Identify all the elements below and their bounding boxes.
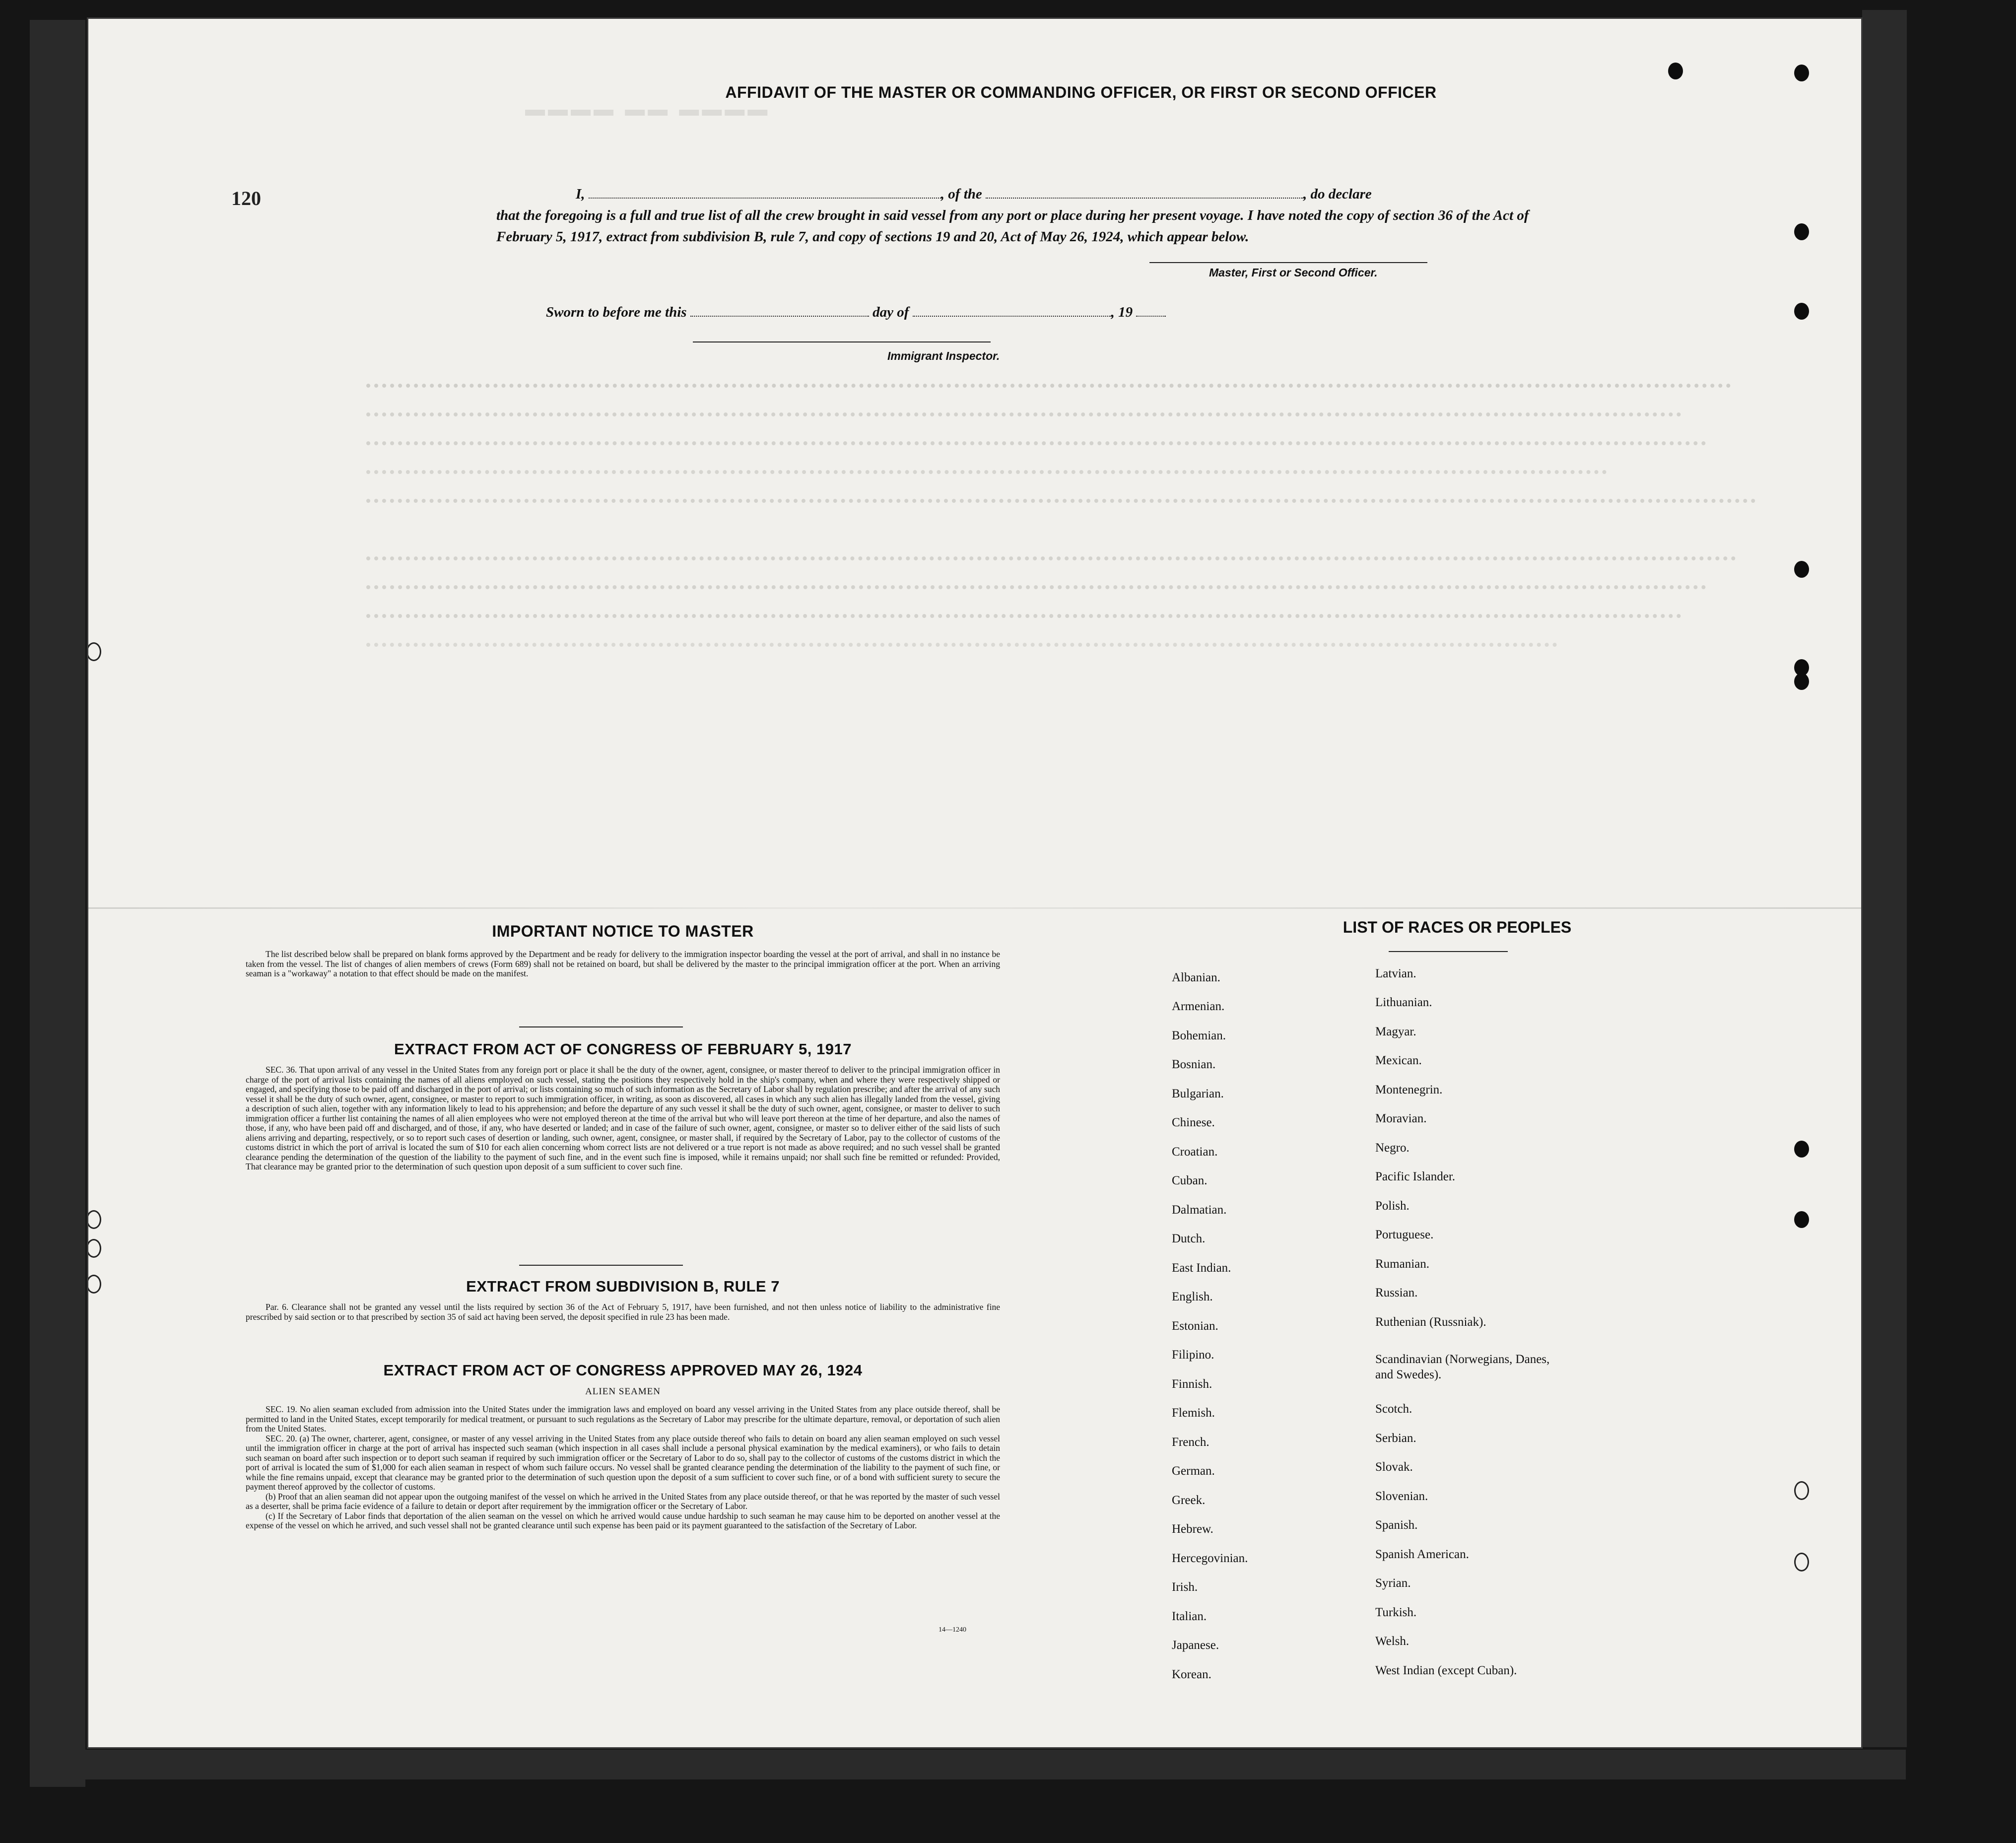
race-item: Irish. bbox=[1172, 1580, 1198, 1594]
sworn-line bbox=[546, 304, 1166, 321]
vessel-field[interactable] bbox=[986, 188, 1303, 199]
race-item: Filipino. bbox=[1172, 1348, 1214, 1362]
punch-hole bbox=[1794, 1141, 1809, 1158]
form-number: 14—1240 bbox=[939, 1626, 966, 1634]
film-edge-left bbox=[30, 20, 85, 1787]
inspector-signature-line[interactable] bbox=[693, 341, 991, 342]
race-item: Greek. bbox=[1172, 1494, 1206, 1507]
race-item: Japanese. bbox=[1172, 1638, 1219, 1652]
race-item: Lithuanian. bbox=[1375, 996, 1432, 1009]
inspector-signature-label: Immigrant Inspector. bbox=[887, 349, 1000, 362]
notice-text-block bbox=[246, 950, 1000, 979]
race-item: Korean. bbox=[1172, 1668, 1211, 1681]
act-1924-text-block bbox=[246, 1405, 1000, 1531]
race-item: Hercegovinian. bbox=[1172, 1552, 1248, 1565]
notice-title: IMPORTANT NOTICE TO MASTER bbox=[492, 922, 754, 940]
notice-text: The list described below shall be prepared on blank forms approved by the Department and be ready for delivery to the immigration inspector boarding the vessel at the port of arrival, and shall in no instance be taken from the vessel. The list of changes of alien members of crews (Form 689) shall not be retained on board, but shall be delivered by the master to the principal immigration officer at the port. When an arriving seaman is a "workaway" a notation to that effect should be made on the manifest. bbox=[246, 949, 1000, 978]
races-title: LIST OF RACES OR PEOPLES bbox=[1343, 918, 1572, 936]
punch-hole bbox=[1794, 1481, 1809, 1500]
race-item: Welsh. bbox=[1375, 1635, 1410, 1648]
sworn-day-field[interactable] bbox=[690, 306, 869, 317]
punch-hole bbox=[88, 1275, 101, 1294]
sec-20b-text: (b) Proof that an alien seaman did not appear upon the outgoing manifest of the vessel on which he arrived in the United States from any place outside thereof, or that he was reported by the master of such vessel as a deserter, shall be prima facie evidence of a failure to detain or deport after requirement by the immigration officer or the Secretary of Labor. bbox=[246, 1491, 1000, 1511]
race-item: Finnish. bbox=[1172, 1377, 1212, 1391]
race-item: West Indian (except Cuban). bbox=[1375, 1664, 1517, 1677]
race-item: Negro. bbox=[1375, 1141, 1410, 1155]
punch-hole bbox=[1794, 303, 1809, 320]
document-page bbox=[88, 19, 1861, 1747]
page-number: 120 bbox=[231, 187, 261, 209]
race-item: Scandinavian (Norwegians, Danes, and Swedes). bbox=[1375, 1353, 1550, 1381]
of-the-label: , of the bbox=[941, 186, 982, 202]
race-item: Moravian. bbox=[1375, 1112, 1427, 1125]
bleed-through-heading: ▬▬▬▬ ▬▬ ▬▬▬▬ bbox=[525, 98, 771, 120]
section-divider bbox=[519, 1026, 683, 1027]
affidavit-title: AFFIDAVIT OF THE MASTER OR COMMANDING OFFICER, OR FIRST OR SECOND OFFICER bbox=[725, 83, 1437, 101]
sec-19-text: SEC. 19. No alien seaman excluded from admission into the United States under the immigration laws and employed on board any vessel arriving in the United States from any place outside thereof, shall be permitted to land in the United States, except temporarily for medical treatment, or pursuant to such regulations as the Secretary of Labor may prescribe for the ultimate departure, removal, or deportation of such alien from the United States. bbox=[246, 1404, 1000, 1433]
year-label: , 19 bbox=[1111, 304, 1133, 320]
race-item: Turkish. bbox=[1375, 1606, 1417, 1619]
race-item: English. bbox=[1172, 1290, 1213, 1303]
punch-hole bbox=[1794, 1211, 1809, 1228]
master-signature-line[interactable] bbox=[1149, 262, 1427, 263]
race-item: Chinese. bbox=[1172, 1116, 1215, 1129]
act-1917-text-block bbox=[246, 1065, 1000, 1172]
punch-hole bbox=[88, 1239, 101, 1258]
race-item: Bohemian. bbox=[1172, 1029, 1226, 1042]
race-item: East Indian. bbox=[1172, 1261, 1231, 1275]
sworn-year-field[interactable] bbox=[1136, 306, 1166, 317]
race-item: Albanian. bbox=[1172, 971, 1220, 984]
race-item: Hebrew. bbox=[1172, 1522, 1213, 1536]
punch-hole bbox=[1794, 223, 1809, 240]
punch-hole bbox=[88, 642, 101, 661]
i-label: I, bbox=[576, 186, 585, 202]
race-item: Armenian. bbox=[1172, 1000, 1225, 1013]
master-signature-label: Master, First or Second Officer. bbox=[1209, 266, 1378, 279]
race-item: Estonian. bbox=[1172, 1319, 1218, 1333]
affidavit-body-block bbox=[496, 184, 1558, 248]
race-item: Slovenian. bbox=[1375, 1490, 1428, 1503]
do-declare-label: , do declare bbox=[1303, 186, 1372, 202]
act-1924-title: EXTRACT FROM ACT OF CONGRESS APPROVED MAY 26, 1924 bbox=[383, 1362, 863, 1379]
race-item: Syrian. bbox=[1375, 1576, 1411, 1590]
sworn-label: Sworn to before me this bbox=[546, 304, 687, 320]
day-of-label: day of bbox=[873, 304, 909, 320]
punch-hole bbox=[1794, 65, 1809, 81]
race-item: Croatian. bbox=[1172, 1145, 1218, 1159]
race-item: Mexican. bbox=[1375, 1054, 1422, 1067]
race-item: Flemish. bbox=[1172, 1406, 1215, 1420]
race-item: Rumanian. bbox=[1375, 1257, 1430, 1271]
race-item: Italian. bbox=[1172, 1610, 1207, 1623]
race-item: Spanish. bbox=[1375, 1518, 1418, 1532]
alien-seamen-subtitle: ALIEN SEAMEN bbox=[585, 1386, 661, 1397]
race-item: Polish. bbox=[1375, 1199, 1410, 1213]
section-divider bbox=[519, 1265, 683, 1266]
affidavit-body: that the foregoing is a full and true list of all the crew brought in said vessel from any port or place during her present voyage. I have noted the copy of section 36 of the Act of February 5, 1917, extract from subdivision B, rule 7, and copy of sections 19 and 20, Act of May 26, 1924, which appear below. bbox=[496, 207, 1529, 245]
race-item: Dutch. bbox=[1172, 1232, 1206, 1245]
rule-7-text: Par. 6. Clearance shall not be granted any vessel until the lists required by section 36 of the Act of February 5, 1917, have been furnished, and not then unless notice of liability to the administrative fine prescribed by said section or to that prescribed by section 35 of said act having been served, the deposit specified in rule 23 has been made. bbox=[246, 1302, 1000, 1322]
rule-7-text-block bbox=[246, 1302, 1000, 1322]
race-item: Ruthenian (Russniak). bbox=[1375, 1315, 1486, 1329]
film-edge-bottom bbox=[40, 1750, 1906, 1779]
name-field[interactable] bbox=[589, 188, 941, 199]
race-item: Portuguese. bbox=[1375, 1228, 1434, 1241]
punch-hole bbox=[1668, 63, 1683, 79]
act-1917-title: EXTRACT FROM ACT OF CONGRESS OF FEBRUARY 5, 1917 bbox=[394, 1040, 852, 1058]
race-item: Cuban. bbox=[1172, 1174, 1208, 1187]
race-item: Bosnian. bbox=[1172, 1058, 1216, 1071]
bleed-through-table bbox=[366, 374, 1806, 662]
page-fold bbox=[88, 907, 1861, 909]
race-item: Magyar. bbox=[1375, 1025, 1416, 1038]
race-item: Bulgarian. bbox=[1172, 1087, 1224, 1100]
sec-20c-text: (c) If the Secretary of Labor finds that deportation of the alien seaman on the vessel on which he arrived would cause undue hardship to such seaman he may cause him to be deported on another vessel at the expense of the vessel on which he arrived, and such vessel shall not be granted clearance until such expense has been paid or its payment guaranteed to the satisfaction of the Secretary of Labor. bbox=[246, 1510, 1000, 1530]
race-item: Montenegrin. bbox=[1375, 1083, 1443, 1096]
rule-7-title: EXTRACT FROM SUBDIVISION B, RULE 7 bbox=[466, 1278, 780, 1295]
sworn-month-field[interactable] bbox=[913, 306, 1111, 317]
race-item: French. bbox=[1172, 1435, 1210, 1449]
act-1917-text: SEC. 36. That upon arrival of any vessel in the United States from any foreign port or place it shall be the duty of the owner, agent, consignee, or master thereof to deliver to the principal immigration officer in charge of the port of arrival lists containing the names of all aliens employed on such vessel, stating the positions they respectively hold in the ship's company, when and where they were respectively shipped or engaged, and specifying those to be paid off and discharged in the port of arrival; or lists containing so much of such information as the Secretary of Labor shall by regulation prescribe; and after the arrival of any such vessel it shall be the duty of such owner, agent, consignee, or master to report to such immigration officer, in writing, as soon as discovered, all cases in which any such alien has illegally landed from the vessel, giving a description of such alien, together with any information likely to lead to his apprehension; and before the departure of any such vessel it shall be the duty of such owner, agent, consignee, or master to deliver to such immigration officer a further list containing the names of all alien employees who were not employed thereon at the time of the arrival but who will leave port thereon at the time of her departure, and also the names of those, if any, who have been paid off and discharged, and of those, if any, who have deserted or landed; and in case of the failure of such owner, agent, consignee, or master so to deliver either of the said lists of such aliens arriving and departing, respectively, or so to report such cases of desertion or landing, such owner, agent, consignee, or master shall, if required by the Secretary of Labor, pay to the collector of customs of the customs district in which the port of arrival is located the sum of $10 for each alien concerning whom correct lists are not delivered or a true report is not made as above required; and no such vessel shall be granted clearance pending the determination of the question of the liability to the payment of such fine, and in the event such fine is imposed, while it remains unpaid; nor shall such fine be remitted or refunded: Provided, That clearance may be granted prior to the determination of such question upon deposit of a sum sufficient to cover such fine. bbox=[246, 1065, 1000, 1171]
race-item: Spanish American. bbox=[1375, 1548, 1469, 1561]
race-item: Russian. bbox=[1375, 1286, 1418, 1299]
race-item: German. bbox=[1172, 1464, 1215, 1478]
film-edge-right bbox=[1862, 10, 1907, 1747]
punch-hole bbox=[1794, 673, 1809, 690]
race-item: Slovak. bbox=[1375, 1460, 1413, 1474]
declaration-line bbox=[576, 184, 1558, 205]
races-title-underline bbox=[1389, 951, 1508, 952]
race-item: Dalmatian. bbox=[1172, 1203, 1227, 1217]
sec-20a-text: SEC. 20. (a) The owner, charterer, agent, consignee, or master of any vessel arriving in the United States from any place outside thereof who fails to detain on board any alien seaman employed on such vessel until the immigration officer in charge at the port of arrival has inspected such seaman (which inspection in all cases shall include a personal physical examination by the medical examiners), or who fails to detain such seaman on board after such inspection or to deport such seaman if required by such immigration officer or the Secretary of Labor to do so, shall pay to the collector of customs of the customs district in which the port of arrival is located the sum of $1,000 for each alien seaman in respect of whom such failure occurs. No vessel shall be granted clearance pending the determination of the liability to the payment of such fine, or while the fine remains unpaid, except that clearance may be granted prior to the determination of such question upon the deposit of a sum sufficient to cover such fine, or of a bond with sufficient surety to secure the payment thereof approved by the collector of customs. bbox=[246, 1433, 1000, 1492]
punch-hole bbox=[88, 1210, 101, 1229]
race-item: Serbian. bbox=[1375, 1432, 1416, 1445]
punch-hole bbox=[1794, 1553, 1809, 1571]
race-item: Latvian. bbox=[1375, 967, 1416, 980]
race-item: Pacific Islander. bbox=[1375, 1170, 1456, 1183]
race-item: Scotch. bbox=[1375, 1402, 1412, 1416]
